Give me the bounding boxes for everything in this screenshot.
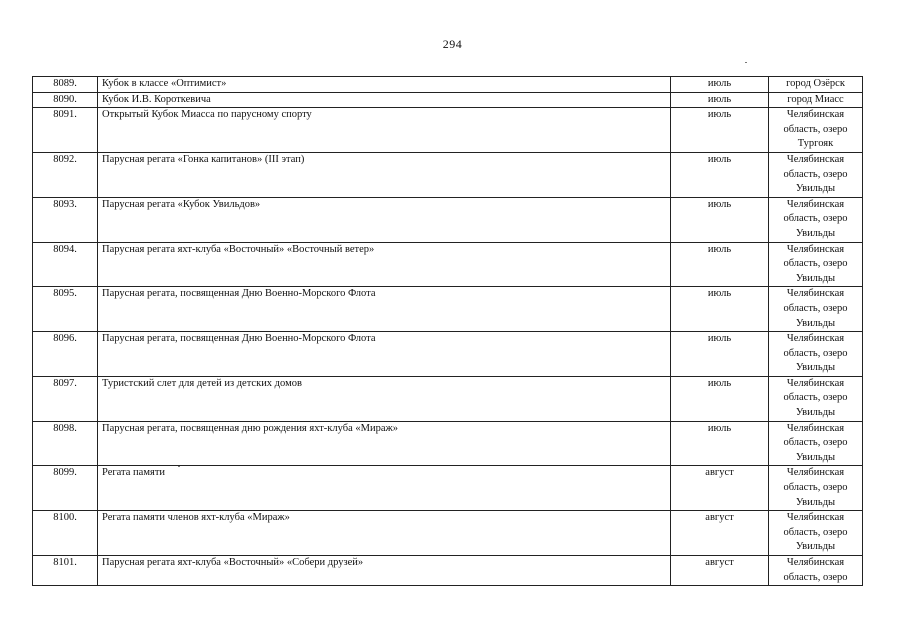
table-row [33,511,863,556]
table-row [33,92,863,108]
event-month: июль [671,152,769,197]
event-month: июль [671,108,769,153]
event-name: Парусная регата яхт-клуба «Восточный» «Восточный ветер» [98,242,671,287]
table-row [33,376,863,421]
event-name: Регата памяти [98,466,671,511]
row-number: 8090. [33,92,98,108]
event-place-line: область, озеро [783,347,848,359]
table-row [33,197,863,242]
event-name: Парусная регата, посвященная Дню Военно-Морского Флота [98,332,671,377]
events-table [32,76,863,586]
row-number: 8095. [33,287,98,332]
event-place [769,92,863,108]
event-place-line: Увильды [795,451,836,463]
event-place-line: область, озеро [783,526,848,538]
event-place [769,556,863,586]
row-number: 8096. [33,332,98,377]
table-row [33,556,863,586]
table-row [33,242,863,287]
event-place [769,421,863,466]
event-name: Туристский слет для детей из детских домов [98,376,671,421]
event-place-line: город Озёрск [786,78,845,89]
event-name: Регата памяти членов яхт-клуба «Мираж» [98,511,671,556]
event-place [769,332,863,377]
row-number: 8094. [33,242,98,287]
event-place [769,242,863,287]
event-place-line: Челябинская [786,422,845,434]
event-place-line: Челябинская [786,377,845,389]
event-place-line: область, озеро [783,213,848,225]
event-place-line: область, озеро [783,168,848,180]
row-number: 8101. [33,556,98,586]
row-number: 8093. [33,197,98,242]
event-place-line: Челябинская [786,512,845,524]
event-place [769,376,863,421]
event-place [769,197,863,242]
table-row [33,108,863,153]
row-number: 8089. [33,77,98,93]
row-number: 8091. [33,108,98,153]
event-place [769,77,863,93]
event-name: Парусная регата, посвященная дню рождения яхт-клуба «Мираж» [98,421,671,466]
event-name: Парусная регата, посвященная Дню Военно-Морского Флота [98,287,671,332]
event-place-line: Увильды [795,496,836,508]
event-name: Открытый Кубок Миасса по парусному спорту [98,108,671,153]
event-place [769,287,863,332]
event-month: июль [671,332,769,377]
table-row [33,152,863,197]
row-number: 8099. [33,466,98,511]
event-place-line: Челябинская [786,243,845,255]
table-row [33,332,863,377]
event-place-line: город Миасс [787,93,844,105]
event-place-line: Челябинская [786,557,845,568]
event-place-line: Челябинская [786,333,845,345]
event-place-line: Увильды [795,407,836,419]
table-row [33,421,863,466]
event-place-line: Челябинская [786,109,845,121]
event-place-line: Увильды [795,362,836,374]
page-number: 294 [442,37,463,51]
event-place-line: Челябинская [786,288,845,300]
event-name: Кубок в классе «Оптимист» [98,77,671,93]
event-name: Кубок И.В. Короткевича [98,92,671,108]
event-place-line: Увильды [795,317,836,329]
event-month: июль [671,92,769,108]
row-number: 8098. [33,421,98,466]
event-place-line: Челябинская [786,153,845,165]
table-row [33,466,863,511]
event-place-line: Челябинская [786,198,845,210]
event-place-line: Увильды [795,541,836,553]
event-month: июль [671,242,769,287]
events-table-body [33,77,863,586]
row-number: 8092. [33,152,98,197]
table-row [33,287,863,332]
row-number: 8097. [33,376,98,421]
event-place-line: Увильды [795,183,836,195]
event-name: Парусная регата «Гонка капитанов» (III этап) [98,152,671,197]
row-number: 8100. [33,511,98,556]
event-month: июль [671,421,769,466]
event-month: июль [671,287,769,332]
event-place-line: область, озеро [783,258,848,270]
event-month: июль [671,376,769,421]
event-place-line: Челябинская [786,467,845,479]
event-place [769,152,863,197]
event-place-line: область, озеро [783,482,848,494]
event-place-line: Увильды [795,272,836,284]
event-month: август [671,511,769,556]
event-place-line: область, озеро [783,123,848,135]
event-place-line: Увильды [795,227,836,239]
event-name: Парусная регата яхт-клуба «Восточный» «Собери друзей» [98,556,671,586]
event-month: август [671,466,769,511]
event-month: август [671,556,769,586]
event-month: июль [671,77,769,93]
event-place-line: область, озеро [783,302,848,314]
table-row [33,77,863,93]
event-place [769,466,863,511]
event-place-line: область, озеро [783,392,848,404]
event-place [769,108,863,153]
event-place-line: Тургояк [797,138,834,150]
event-place [769,511,863,556]
event-place-line: область, озеро [783,437,848,449]
scan-speck [745,62,747,63]
event-month: июль [671,197,769,242]
event-place-line: область, озеро [783,571,848,583]
event-name: Парусная регата «Кубок Увильдов» [98,197,671,242]
